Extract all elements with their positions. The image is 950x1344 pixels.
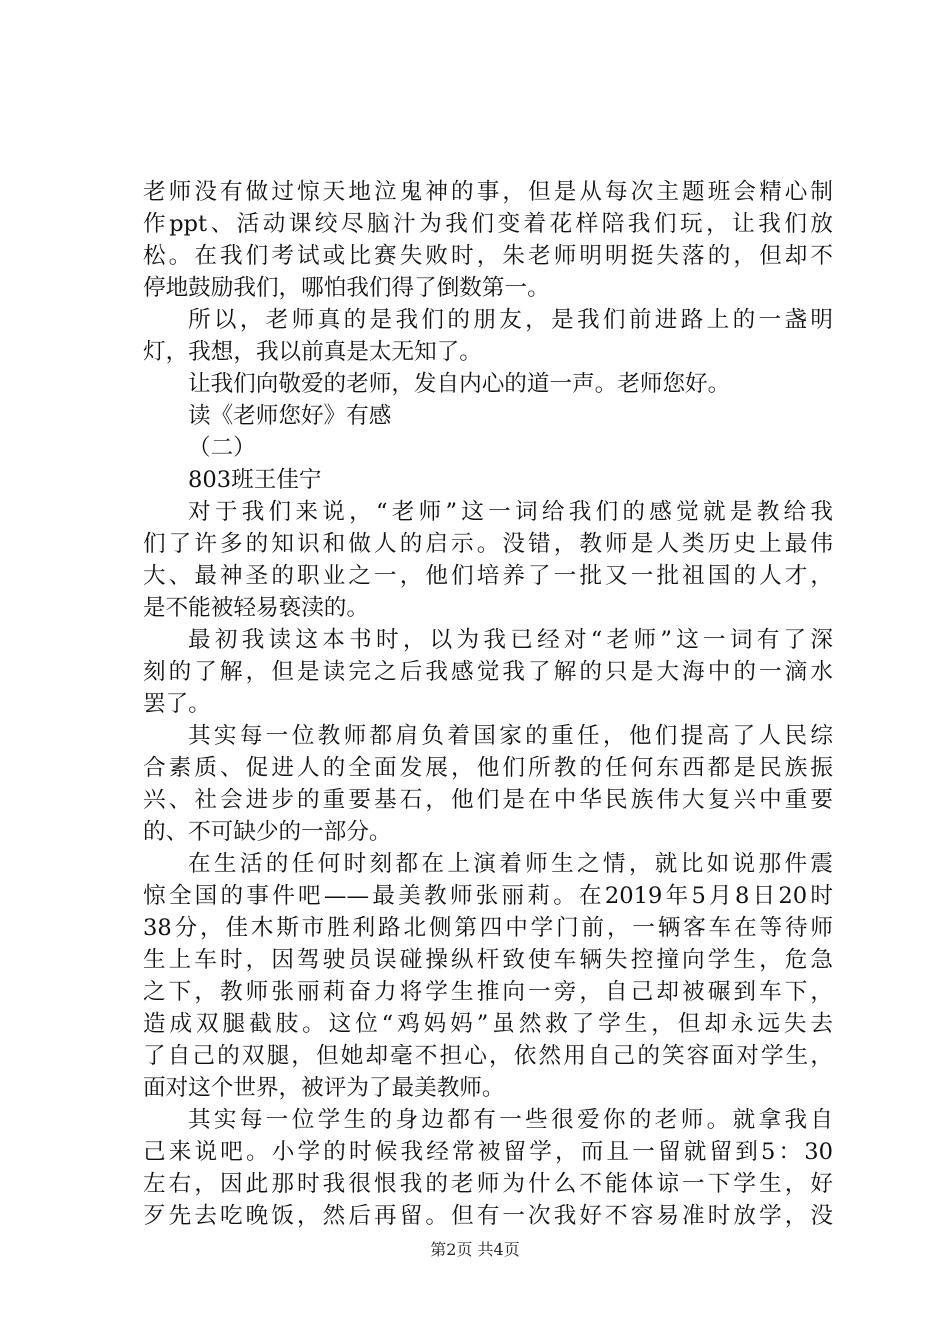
text-line: 合素质、促进人的全面发展，他们所教的任何东西都是民族振 xyxy=(143,755,833,781)
page-number-footer: 第2页 共4页 xyxy=(430,1240,520,1259)
text-line: 最初我读这本书时，以为我已经对“老师”这一词有了深 xyxy=(188,627,833,653)
text-line: 作ppt、活动课绞尽脑汁为我们变着花样陪我们玩，让我们放 xyxy=(143,211,833,237)
text-line: 其实每一位学生的身边都有一些很爱你的老师。就拿我自 xyxy=(188,1107,833,1133)
text-line: 停地鼓励我们，哪怕我们得了倒数第一。 xyxy=(143,275,550,301)
text-line: 的、不可缺少的一部分。 xyxy=(143,819,392,845)
text-line: 生上车时，因驾驶员误碰操纵杆致使车辆失控撞向学生，危急 xyxy=(143,947,833,973)
text-line: 对于我们来说，“老师”这一词给我们的感觉就是教给我 xyxy=(188,499,833,525)
text-line: 们了许多的知识和做人的启示。没错，教师是人类历史上最伟 xyxy=(143,531,833,557)
text-line: 左右，因此那时我很恨我的老师为什么不能体谅一下学生，好 xyxy=(143,1171,833,1197)
text-line: 灯，我想，我以前真是太无知了。 xyxy=(143,339,482,365)
text-line: 让我们向敬爱的老师，发自内心的道一声。老师您好。 xyxy=(188,371,731,397)
document-body xyxy=(143,176,833,1232)
text-line: 大、最神圣的职业之一，他们培养了一批又一批祖国的人才， xyxy=(143,563,833,589)
text-line: 其实每一位教师都肩负着国家的重任，他们提高了人民综 xyxy=(188,723,833,749)
text-line: 老师没有做过惊天地泣鬼神的事，但是从每次主题班会精心制 xyxy=(143,179,833,205)
text-line: 兴、社会进步的重要基石，他们是在中华民族伟大复兴中重要 xyxy=(143,787,833,813)
article-title: 读《老师您好》有感 xyxy=(188,403,392,429)
text-line: 松。在我们考试或比赛失败时，朱老师明明挺失落的，但却不 xyxy=(143,243,833,269)
article-author: 803班王佳宁 xyxy=(188,467,322,493)
article-subtitle: （二） xyxy=(188,435,256,461)
text-line: 造成双腿截肢。这位“鸡妈妈”虽然救了学生，但却永远失去 xyxy=(143,1011,833,1037)
text-line: 所以，老师真的是我们的朋友，是我们前进路上的一盏明 xyxy=(188,307,833,333)
text-line: 罢了。 xyxy=(143,691,211,717)
text-line: 在生活的任何时刻都在上演着师生之情，就比如说那件震 xyxy=(188,851,833,877)
text-line: 38分，佳木斯市胜利路北侧第四中学门前，一辆客车在等待师 xyxy=(143,915,833,941)
text-line: 了自己的双腿，但她却毫不担心，依然用自己的笑容面对学生， xyxy=(143,1043,833,1069)
text-line: 面对这个世界，被评为了最美教师。 xyxy=(143,1075,505,1101)
text-line: 己来说吧。小学的时候我经常被留学，而且一留就留到5：30 xyxy=(143,1139,833,1165)
text-line: 刻的了解，但是读完之后我感觉我了解的只是大海中的一滴水 xyxy=(143,659,833,685)
text-line: 歹先去吃晚饭，然后再留。但有一次我好不容易准时放学，没 xyxy=(143,1203,833,1229)
text-line: 之下，教师张丽莉奋力将学生推向一旁，自己却被碾到车下， xyxy=(143,979,833,1005)
text-line: 惊全国的事件吧——最美教师张丽莉。在2019年5月8日20时 xyxy=(143,883,833,909)
text-line: 是不能被轻易亵渎的。 xyxy=(143,595,369,621)
